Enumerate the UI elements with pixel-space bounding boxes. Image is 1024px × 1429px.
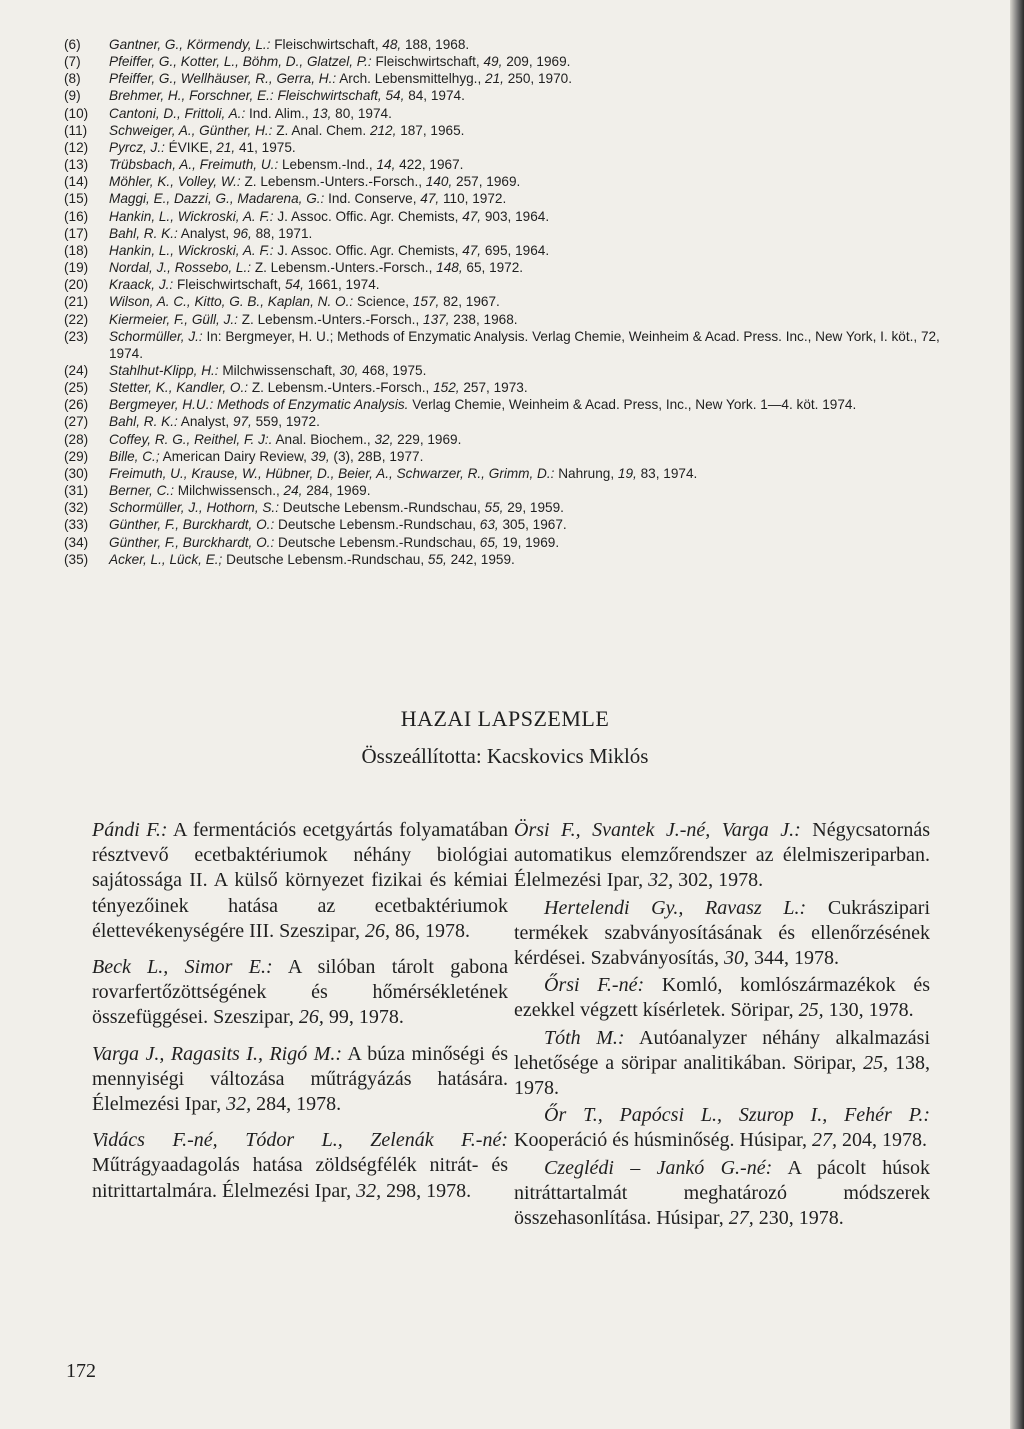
reference-pages-year: 209, 1969. xyxy=(506,54,571,70)
reference-body xyxy=(109,242,944,259)
reference-source: Z. Lebensm.-Unters.-Forsch., xyxy=(244,174,423,190)
reference-item xyxy=(64,70,944,87)
reference-volume: 63, xyxy=(479,517,499,533)
reference-item xyxy=(64,87,944,104)
reference-number: (12) xyxy=(64,139,89,155)
reference-source: Milchwissenschaft, xyxy=(222,362,336,378)
review-text: Komló, komlószármazékok és ezekkel végzett kísérletek. Söripar, xyxy=(514,974,930,1022)
review-entry xyxy=(92,818,508,944)
reference-source: Z. Anal. Chem. xyxy=(276,122,367,138)
reference-volume: 157, xyxy=(412,294,440,310)
reference-body xyxy=(109,551,944,568)
reference-pages-year: 187, 1965. xyxy=(400,122,465,138)
review-authors: Pándi F.: xyxy=(92,819,168,841)
review-volume: 25, xyxy=(863,1051,889,1074)
reference-number: (16) xyxy=(64,208,89,224)
review-volume: 27, xyxy=(812,1129,838,1152)
reference-body xyxy=(109,499,944,516)
reference-body xyxy=(109,259,944,276)
reference-number: (35) xyxy=(64,551,89,567)
review-volume: 26, xyxy=(298,1006,324,1029)
review-entry xyxy=(514,818,930,894)
review-entry xyxy=(514,1026,930,1102)
reference-pages-year: 83, 1974. xyxy=(640,465,698,481)
review-volume: 27, xyxy=(728,1207,754,1230)
review-pages-year: 344, 1978. xyxy=(753,947,839,970)
page-edge xyxy=(1010,0,1024,1429)
reference-body xyxy=(109,482,944,499)
reference-authors: Trübsbach, A., Freimuth, U.: xyxy=(109,157,279,173)
reference-item xyxy=(64,36,944,53)
reference-body xyxy=(109,396,944,413)
reference-number: (20) xyxy=(64,277,89,293)
reference-number: (29) xyxy=(64,448,89,464)
review-pages-year: 298, 1978. xyxy=(386,1179,472,1202)
reference-authors: Pfeiffer, G., Kotter, L., Böhm, D., Glatzel, P.: xyxy=(109,54,372,70)
reference-source: Fleischwirtschaft, xyxy=(375,54,480,70)
reference-source: Arch. Lebensmittelhyg., xyxy=(339,71,482,87)
reference-body xyxy=(109,70,944,87)
reference-body xyxy=(109,465,944,482)
reference-authors: Bahl, R. K.: xyxy=(109,225,178,241)
reference-volume: 30, xyxy=(339,362,359,378)
reference-body xyxy=(109,105,944,122)
reference-source: Deutsche Lebensm.-Rundschau, xyxy=(278,534,476,550)
review-authors: Örsi F., Svantek J.-né, Varga J.: xyxy=(514,819,801,841)
compiler-line: Összeállította: Kacskovics Miklós xyxy=(361,744,649,768)
review-text: A búza minőségi és mennyiségi változása műtrágyázás hatására. Élelmezési Ipar, xyxy=(92,1042,508,1116)
reference-body xyxy=(109,413,944,430)
reference-item xyxy=(64,413,944,430)
review-volume: 32, xyxy=(356,1179,382,1202)
review-volume: 30, xyxy=(723,947,749,970)
reference-pages-year: 468, 1975. xyxy=(362,362,427,378)
reference-item xyxy=(64,173,944,190)
reference-volume: 39, xyxy=(310,448,330,464)
reference-number: (17) xyxy=(64,225,89,241)
review-text: A silóban tárolt gabona rovarfertőzöttségének és hőmérsékletének összefüggései. Szeszipar, xyxy=(92,956,508,1029)
reference-authors: Pyrcz, J.: xyxy=(109,139,165,155)
reference-number: (9) xyxy=(64,88,81,104)
review-text: Műtrágyaadagolás hatása zöldségfélék nitrát- és nitrittartalmára. Élelmezési Ipar, xyxy=(92,1154,508,1202)
reference-body xyxy=(109,328,944,362)
review-volume: 32, xyxy=(226,1093,252,1116)
reference-item xyxy=(64,259,944,276)
reference-source: Analyst, xyxy=(180,225,230,241)
reference-authors: Maggi, E., Dazzi, G., Madarena, G.: xyxy=(109,191,325,207)
review-authors: Hertelendi Gy., Ravasz L.: xyxy=(544,896,807,919)
reference-body xyxy=(109,190,944,207)
reference-volume: 21, xyxy=(485,71,504,87)
reference-source: Deutsche Lebensm.-Rundschau, xyxy=(278,517,476,533)
reference-number: (30) xyxy=(64,465,89,481)
reference-source: Science, xyxy=(356,294,410,310)
reference-pages-year: 19, 1969. xyxy=(502,534,560,550)
reference-number: (27) xyxy=(64,414,89,430)
reference-authors: Bahl, R. K.: xyxy=(109,414,178,430)
reference-source: Z. Lebensm.-Unters.-Forsch., xyxy=(241,311,420,327)
reference-authors: Stahlhut-Klipp, H.: xyxy=(109,362,219,378)
reference-authors: Coffey, R. G., Reithel, F. J:. xyxy=(109,431,273,447)
reference-authors: Stetter, K., Kandler, O.: xyxy=(109,380,249,396)
reference-source: Ind. Conserve, xyxy=(328,191,417,207)
review-pages-year: 302, 1978. xyxy=(678,869,764,892)
reference-number: (26) xyxy=(64,397,89,413)
review-authors: Varga J., Ragasits I., Rigó M.: xyxy=(92,1042,343,1065)
reference-body xyxy=(109,53,944,70)
review-authors: Beck L., Simor E.: xyxy=(92,956,273,979)
reference-pages-year: 305, 1967. xyxy=(502,517,567,533)
reference-source: Milchwissensch., xyxy=(177,483,280,499)
reference-item xyxy=(64,122,944,139)
review-column-right xyxy=(514,818,930,1233)
reference-pages-year: 65, 1972. xyxy=(466,260,524,276)
reference-body xyxy=(109,516,944,533)
reference-number: (14) xyxy=(64,174,89,190)
reference-pages-year: (3), 28B, 1977. xyxy=(333,448,424,464)
reference-body xyxy=(109,122,944,139)
reference-pages-year: 903, 1964. xyxy=(484,208,550,224)
reference-volume: 47, xyxy=(420,191,440,207)
reference-pages-year: 284, 1969. xyxy=(306,483,371,499)
reference-body xyxy=(109,448,944,465)
reference-volume: 24, xyxy=(283,483,303,499)
review-pages-year: 230, 1978. xyxy=(758,1207,844,1230)
reference-source: Deutsche Lebensm.-Rundschau, xyxy=(282,500,481,516)
reference-item xyxy=(64,499,944,516)
reference-item xyxy=(64,156,944,173)
reference-volume: 212, xyxy=(369,122,397,138)
reference-body xyxy=(109,36,944,53)
reference-number: (23) xyxy=(64,328,89,344)
reference-volume: 96, xyxy=(232,225,252,241)
review-authors: Czeglédi – Jankó G.-né: xyxy=(544,1156,773,1179)
reference-number: (8) xyxy=(64,71,81,87)
reference-item xyxy=(64,516,944,533)
reference-body xyxy=(109,225,944,242)
reference-pages-year: 84, 1974. xyxy=(408,88,465,104)
review-entry xyxy=(514,1156,930,1232)
reference-pages-year: 242, 1959. xyxy=(450,551,515,567)
reference-item xyxy=(64,276,944,293)
reference-source: Lebensm.-Ind., xyxy=(282,157,373,173)
reference-authors: Schormüller, J., Hothorn, S.: xyxy=(109,500,279,516)
reference-authors: Bergmeyer, H.U.: Methods of Enzymatic Analysis. xyxy=(109,397,409,413)
review-pages-year: 86, 1978. xyxy=(394,919,470,942)
reference-authors: Brehmer, H., Forschner, E.: Fleischwirtschaft, xyxy=(109,88,382,104)
reference-item xyxy=(64,242,944,259)
review-entry xyxy=(514,973,930,1023)
page-number: 172 xyxy=(66,1360,96,1382)
reference-pages-year: 80, 1974. xyxy=(335,105,392,121)
reference-source: J. Assoc. Offic. Agr. Chemists, xyxy=(277,208,459,224)
reference-source: American Dairy Review, xyxy=(162,448,307,464)
reference-volume: 148, xyxy=(436,260,463,276)
reference-authors: Gantner, G., Körmendy, L.: xyxy=(109,37,271,52)
reference-pages-year: 1661, 1974. xyxy=(307,277,380,293)
reference-source: Fleischwirtschaft, xyxy=(177,277,282,293)
review-text: A pácolt húsok nitráttartalmát meghatározó módszerek összehasonlítása. Húsipar, xyxy=(514,1156,930,1230)
review-pages-year: 130, 1978. xyxy=(828,999,914,1022)
reference-pages-year: 229, 1969. xyxy=(397,431,462,447)
review-pages-year: 284, 1978. xyxy=(256,1093,342,1116)
review-entry xyxy=(92,1042,508,1118)
reference-item xyxy=(64,534,944,551)
reference-item xyxy=(64,105,944,122)
reference-volume: 21, xyxy=(216,139,236,155)
reference-pages-year: 422, 1967. xyxy=(399,157,464,173)
reference-item xyxy=(64,551,944,568)
reference-volume: 55, xyxy=(427,551,447,567)
reference-authors: Hankin, L., Wickroski, A. F.: xyxy=(109,242,274,258)
reference-authors: Freimuth, U., Krause, W., Hübner, D., Beier, A., Schwarzer, R., Grimm, D.: xyxy=(109,465,555,481)
reference-number: (11) xyxy=(64,122,88,138)
reference-pages-year: 41, 1975. xyxy=(238,139,296,155)
reference-item xyxy=(64,431,944,448)
reference-source: In: Bergmeyer, H. U.; Methods of Enzymatic Analysis. Verlag Chemie, Weinheim & Acad. Press. Inc., New York, I. köt., 72, 1974. xyxy=(109,328,940,361)
review-text: Négycsatornás automatikus elemzőrendszer az élelmiszeriparban. Élelmezési Ipar, xyxy=(514,819,930,892)
review-text: Autóanalyzer néhány alkalmazási lehetősége a söripar analitikában. Söripar, xyxy=(514,1026,930,1074)
reference-item xyxy=(64,379,944,396)
reference-number: (31) xyxy=(64,483,89,499)
reference-number: (10) xyxy=(64,105,89,121)
reference-authors: Pfeiffer, G., Wellhäuser, R., Gerra, H.: xyxy=(109,71,337,87)
reference-source: Anal. Biochem., xyxy=(275,431,371,447)
reference-body xyxy=(109,156,944,173)
reference-number: (21) xyxy=(64,294,89,310)
reference-body xyxy=(109,431,944,448)
reference-volume: 14, xyxy=(376,157,396,173)
review-entry xyxy=(92,955,508,1031)
review-volume: 32, xyxy=(648,869,674,892)
reference-authors: Günther, F., Burckhardt, O.: xyxy=(109,517,275,533)
review-authors: Tóth M.: xyxy=(544,1026,625,1049)
reference-pages-year: 188, 1968. xyxy=(404,37,470,52)
reference-source: ÉVIKE, xyxy=(168,139,213,155)
reference-volume: 19, xyxy=(617,465,637,481)
reference-authors: Acker, L., Lück, E.; xyxy=(109,551,223,567)
review-text: A fermentációs ecetgyártás folyamatában résztvevő ecetbaktériumok néhány biológiai sajátossága II. A külső környezet fizikai és kémiai tényezőinek hatása az ecetbaktériumok élettevékenységére III. Szeszipar, xyxy=(92,819,508,942)
reference-number: (32) xyxy=(64,500,89,516)
reference-source: Z. Lebensm.-Unters.-Forsch., xyxy=(251,380,430,396)
reference-item xyxy=(64,396,944,413)
reference-source: Z. Lebensm.-Unters.-Forsch., xyxy=(254,260,433,276)
reference-source: Nahrung, xyxy=(558,465,615,481)
reference-source: Analyst, xyxy=(180,414,230,430)
reference-source: Deutsche Lebensm.-Rundschau, xyxy=(226,551,425,567)
reference-pages-year: 559, 1972. xyxy=(255,414,320,430)
reference-pages-year: 82, 1967. xyxy=(443,294,500,310)
reference-number: (6) xyxy=(64,37,81,52)
review-pages-year: 138, 1978. xyxy=(514,1051,931,1100)
section-title: HAZAI LAPSZEMLE xyxy=(400,706,610,731)
reference-volume: 97, xyxy=(232,414,252,430)
reference-pages-year: 110, 1972. xyxy=(442,191,507,207)
reference-body xyxy=(109,311,944,328)
reference-volume: 54, xyxy=(385,88,405,104)
reference-authors: Schweiger, A., Günther, H.: xyxy=(109,122,273,138)
reference-number: (19) xyxy=(64,260,89,276)
review-pages-year: 204, 1978. xyxy=(842,1129,928,1152)
reference-item xyxy=(64,225,944,242)
review-volume: 25, xyxy=(798,999,824,1022)
reference-item xyxy=(64,482,944,499)
review-volume: 26, xyxy=(364,919,390,942)
reference-pages-year: 257, 1969. xyxy=(456,174,521,190)
reference-body xyxy=(109,173,944,190)
review-authors: Vidács F.-né, Tódor L., Zelenák F.-né: xyxy=(92,1129,508,1152)
reference-item xyxy=(64,311,944,328)
reference-number: (33) xyxy=(64,517,89,533)
reference-body xyxy=(109,208,944,225)
review-pages-year: 99, 1978. xyxy=(328,1006,404,1029)
reference-authors: Schormüller, J.: xyxy=(109,328,203,344)
reference-number: (22) xyxy=(64,311,89,327)
review-text: Cukrászipari termékek szabványosításának és ellenőrzésének kérdései. Szabványosítás, xyxy=(514,896,930,970)
reference-item xyxy=(64,208,944,225)
reference-volume: 49, xyxy=(483,54,503,70)
reference-authors: Nordal, J., Rossebo, L.: xyxy=(109,260,252,276)
review-authors: Őrsi F.-né: xyxy=(544,974,645,997)
reference-source: Verlag Chemie, Weinheim & Acad. Press, Inc., New York. 1—4. köt. 1974. xyxy=(412,397,857,413)
reference-authors: Wilson, A. C., Kitto, G. B., Kaplan, N. O.: xyxy=(109,294,354,310)
reference-volume: 48, xyxy=(382,37,402,52)
reference-number: (13) xyxy=(64,157,89,173)
reference-pages-year: 257, 1973. xyxy=(463,380,528,396)
reference-authors: Kraack, J.: xyxy=(109,277,174,293)
reference-authors: Berner, C.: xyxy=(109,483,174,499)
reference-body xyxy=(109,379,944,396)
reference-pages-year: 238, 1968. xyxy=(453,311,518,327)
reference-authors: Kiermeier, F., Güll, J.: xyxy=(109,311,238,327)
reference-source: J. Assoc. Offic. Agr. Chemists, xyxy=(277,242,459,258)
reference-volume: 152, xyxy=(433,380,460,396)
reference-volume: 54, xyxy=(285,277,304,293)
reference-pages-year: 29, 1959. xyxy=(507,500,564,516)
reference-body xyxy=(109,87,944,104)
reference-volume: 65, xyxy=(479,534,499,550)
reference-number: (7) xyxy=(64,54,81,70)
reference-item xyxy=(64,293,944,310)
review-authors: Őr T., Papócsi L., Szurop I., Fehér P.: xyxy=(544,1104,930,1127)
reference-authors: Cantoni, D., Frittoli, A.: xyxy=(109,105,246,121)
reference-pages-year: 250, 1970. xyxy=(507,71,572,87)
reference-volume: 55, xyxy=(484,500,504,516)
reference-item xyxy=(64,139,944,156)
reference-number: (18) xyxy=(64,242,89,258)
reference-volume: 47, xyxy=(462,242,482,258)
reference-body xyxy=(109,534,944,551)
reference-authors: Möhler, K., Volley, W.: xyxy=(109,174,241,190)
reference-body xyxy=(109,362,944,379)
reference-number: (15) xyxy=(64,191,89,207)
reference-pages-year: 88, 1971. xyxy=(255,225,313,241)
reference-number: (34) xyxy=(64,534,89,550)
reference-source: Fleischwirtschaft, xyxy=(274,37,379,52)
reference-pages-year: 695, 1964. xyxy=(484,242,550,258)
reference-list xyxy=(64,36,944,568)
reference-number: (28) xyxy=(64,431,89,447)
review-entry xyxy=(514,1103,930,1153)
reference-item xyxy=(64,53,944,70)
reference-volume: 47, xyxy=(462,208,482,224)
review-column-left xyxy=(92,818,508,1215)
reference-source: Ind. Alim., xyxy=(249,105,309,121)
review-entry xyxy=(92,1128,508,1204)
review-entry xyxy=(514,896,930,972)
reference-item xyxy=(64,465,944,482)
reference-item xyxy=(64,328,944,362)
reference-number: (24) xyxy=(64,362,89,378)
reference-authors: Hankin, L., Wickroski, A. F.: xyxy=(109,208,274,224)
reference-item xyxy=(64,448,944,465)
reference-item xyxy=(64,362,944,379)
review-text: Kooperáció és húsminőség. Húsipar, xyxy=(514,1129,808,1152)
reference-body xyxy=(109,276,944,293)
reference-body xyxy=(109,139,944,156)
reference-volume: 137, xyxy=(423,311,450,327)
reference-volume: 32, xyxy=(374,431,394,447)
reference-item xyxy=(64,190,944,207)
reference-authors: Bille, C.; xyxy=(109,448,160,464)
reference-volume: 140, xyxy=(425,174,453,190)
reference-body xyxy=(109,293,944,310)
reference-number: (25) xyxy=(64,380,89,396)
reference-volume: 13, xyxy=(312,105,332,121)
reference-authors: Günther, F., Burckhardt, O.: xyxy=(109,534,275,550)
